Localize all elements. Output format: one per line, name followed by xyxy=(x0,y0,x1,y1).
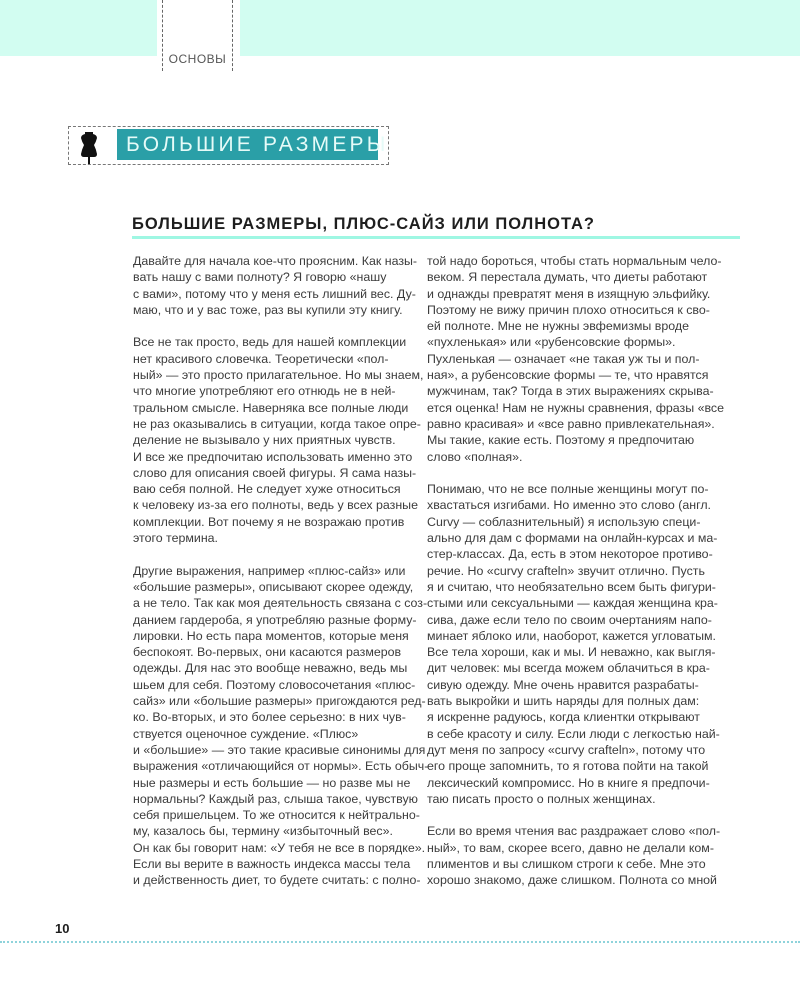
paragraph-gap xyxy=(427,807,743,823)
text-line: я искренне радуюсь, когда клиентки открывают xyxy=(427,710,700,725)
text-line: маю, что и у вас тоже, раз вы купили эту книгу. xyxy=(133,302,403,317)
text-line: себя пришельцем. То же относится к нейтрально- xyxy=(133,808,420,823)
text-line: речие. Но «curvy crafteln» звучит отлично. Пусть xyxy=(427,563,705,578)
text-line: Другие выражения, например «плюс-сайз» или xyxy=(133,563,406,578)
text-line: стыми или сексуальными — каждая женщина кра- xyxy=(427,596,718,611)
text-line: Поэтому не вижу причин плохо относиться к сво- xyxy=(427,302,710,317)
text-line: в себе красоту и силу. Если люди с легкостью най- xyxy=(427,726,720,741)
text-line: я и считаю, что необязательно всем быть фигури- xyxy=(427,579,716,594)
text-line: Все тела хороши, как и мы. И неважно, как выгля- xyxy=(427,645,716,660)
text-line: мужчинам, так? Тогда в этих выражениях скрыва- xyxy=(427,384,714,399)
paragraph-gap xyxy=(133,318,428,334)
left-column xyxy=(133,253,428,889)
text-line: этого термина. xyxy=(133,531,218,546)
text-line: Мы такие, какие есть. Поэтому я предпочитаю xyxy=(427,433,695,448)
title-underline xyxy=(132,236,740,239)
text-line: той надо бороться, чтобы стать нормальным чело- xyxy=(427,254,722,268)
chapter-heading xyxy=(68,126,389,165)
right-column xyxy=(427,253,743,889)
text-line: дит человек: мы всегда можем облачиться в кра- xyxy=(427,661,710,676)
text-line: и однажды превратят меня в изящную эльфийку. xyxy=(427,286,711,301)
text-line: деление не вызывало у них приятных чувств. xyxy=(133,433,396,448)
text-line: Давайте для начала кое-что проясним. Как назы- xyxy=(133,254,418,268)
text-line: выражения «отличающийся от нормы». Есть обыч- xyxy=(133,759,429,774)
text-line: сивую одежду. Мне очень нравится разрабаты- xyxy=(427,677,699,692)
text-line: лировки. Но есть пара моментов, которые меня xyxy=(133,628,409,643)
text-line: лексический компромисс. Но в книге я предпочи- xyxy=(427,775,710,790)
text-line: ная», а рубенсовские формы — те, что нравятся xyxy=(427,368,709,383)
text-line: Он как бы говорит нам: «У тебя не все в порядке». xyxy=(133,840,426,855)
text-line: ально для дам с формами на онлайн-курсах и ма- xyxy=(427,531,718,546)
text-line: нормальны? Каждый раз, слыша такое, чувствую xyxy=(133,791,418,806)
text-line: ные размеры и есть большие — но разве мы не xyxy=(133,775,411,790)
text-line: ваю себя полной. Не следует хуже относиться xyxy=(133,482,401,497)
bottom-dotted-rule xyxy=(0,941,800,943)
chapter-heading-label: БОЛЬШИЕ РАЗМЕРЫ xyxy=(117,129,378,160)
text-line: данием гардероба, я употребляю разные форму- xyxy=(133,612,417,627)
text-line: ный», то вам, скорее всего, давно не делали ком- xyxy=(427,840,714,855)
text-line: к человеку из-за его полноты, ведь у всех разные xyxy=(133,498,418,513)
text-line: веком. Я перестала думать, что диеты работают xyxy=(427,270,708,285)
page-number: 10 xyxy=(55,921,70,936)
text-line: комплекции. Вот почему я не возражаю против xyxy=(133,514,405,529)
text-line: слово для описания своей фигуры. Я сама назы- xyxy=(133,465,417,480)
text-line: таю писать просто о полных женщинах. xyxy=(427,791,656,806)
text-line: ко. Во-вторых, и это более серьезно: в них чув- xyxy=(133,710,406,725)
text-line: хвастаться изгибами. Но именно это слово (англ. xyxy=(427,498,711,513)
text-line: нет красивого словечка. Теоретически «пол- xyxy=(133,351,389,366)
text-line: тральном смысле. Наверняка все полные люди xyxy=(133,400,409,415)
text-line: «большие размеры», описывают скорее одежду, xyxy=(133,579,414,594)
text-line: Все не так просто, ведь для нашей комплекции xyxy=(133,335,407,350)
text-line: с вами», потому что у меня есть лишний вес. Ду- xyxy=(133,286,416,301)
text-line: И все же предпочитаю использовать именно это xyxy=(133,449,413,464)
text-line: одежды. Для нас это вообще неважно, ведь мы xyxy=(133,661,408,676)
text-line: Если во время чтения вас раздражает слово «пол- xyxy=(427,824,721,839)
header-band-right xyxy=(240,0,800,56)
text-line: слово «полная». xyxy=(427,449,523,464)
section-tab-label: ОСНОВЫ xyxy=(168,52,227,66)
text-line: вать нашу с вами полноту? Я говорю «нашу xyxy=(133,270,387,285)
dress-form-icon xyxy=(79,132,99,164)
text-line: а не тело. Так как моя деятельность связана с соз- xyxy=(133,596,428,611)
text-line: му, казалось бы, термину «избыточный вес». xyxy=(133,824,393,839)
text-line: что многие употребляют его отнюдь не в ней- xyxy=(133,384,396,399)
paragraph-gap xyxy=(427,465,743,481)
text-line: ей полноте. Мне не нужны эвфемизмы вроде xyxy=(427,319,689,334)
text-line: дут меня по запросу «curvy crafteln», потому что xyxy=(427,742,706,757)
text-line: ется оценка! Нам не нужны сравнения, фразы «все xyxy=(427,400,724,415)
text-line: хорошо знакомо, даже слишком. Полнота со мной xyxy=(427,873,717,888)
text-line: Пухленькая — означает «не такая уж ты и пол- xyxy=(427,351,700,366)
paragraph-gap xyxy=(133,546,428,562)
text-line: ный» — это просто прилагательное. Но мы знаем, xyxy=(133,368,424,383)
text-line: плиментов и вы слишком строги к себе. Мне это xyxy=(427,856,706,871)
text-line: и «большие» — это такие красивые синонимы для xyxy=(133,742,426,757)
text-line: равно красивая» и «все равно привлекательная». xyxy=(427,416,715,431)
text-line: не раз оказывались в ситуации, когда такое опре- xyxy=(133,416,421,431)
section-tab xyxy=(162,0,233,71)
text-line: стер-классах. Да, есть в этом некоторое противо- xyxy=(427,547,713,562)
text-line: «пухленькая» или «рубенсовские формы». xyxy=(427,335,676,350)
text-line: ствуется оценочное суждение. «Плюс» xyxy=(133,726,359,741)
text-line: сива, даже если тело по своим очертаниям напо- xyxy=(427,612,712,627)
text-line: шьем для себя. Поэтому словосочетания «плюс- xyxy=(133,677,416,692)
text-line: вать выкройки и шить наряды для полных дам: xyxy=(427,694,700,709)
text-line: минает яблоко или, наоборот, кажется угловатым. xyxy=(427,628,716,643)
text-line: сайз» или «большие размеры» пригождаются ред- xyxy=(133,694,426,709)
text-line: беспокоят. Во-первых, они касаются размеров xyxy=(133,645,402,660)
text-line: Curvy — соблазнительный) я использую специ- xyxy=(427,514,701,529)
text-line: его проще запомнить, то я готова пойти на такой xyxy=(427,759,709,774)
header-band-left xyxy=(0,0,157,56)
text-line: и действенность диет, то будете считать: с полно- xyxy=(133,873,421,888)
article-title: БОЛЬШИЕ РАЗМЕРЫ, ПЛЮС-САЙЗ ИЛИ ПОЛНОТА? xyxy=(132,215,596,233)
text-line: Если вы верите в важность индекса массы тела xyxy=(133,856,411,871)
text-line: Понимаю, что не все полные женщины могут по- xyxy=(427,482,709,497)
